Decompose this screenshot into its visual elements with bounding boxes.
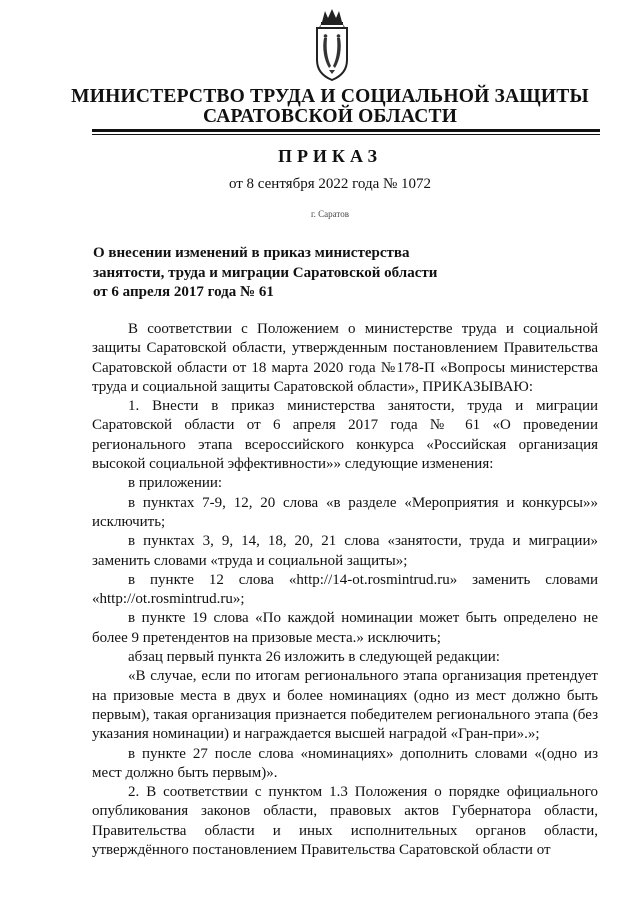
document-subject	[93, 244, 493, 303]
document-type: ПРИКАЗ	[277, 146, 383, 166]
subject-line: занятости, труда и миграции Саратовской области	[93, 264, 438, 281]
body-paragraph: в пунктах 3, 9, 14, 18, 20, 21 слова «занятости, труда и миграции» заменить словами «труда и социальной защиты»;	[92, 533, 598, 569]
coat-of-arms-icon	[309, 8, 355, 84]
body-paragraph: в пункте 19 слова «По каждой номинации может быть определено не более 9 претендентов на призовые места.» исключить;	[92, 610, 598, 646]
body-paragraph: В соответствии с Положением о министерстве труда и социальной защиты Саратовской области, утвержденным постановлением Правительства Саратовской области от 18 марта 2020 года №178-П «Вопросы министерства труда и социальной защиты Саратовской области», ПРИКАЗЫВАЮ:	[92, 321, 598, 395]
header-divider-thick	[92, 129, 600, 132]
document-body	[92, 320, 598, 860]
document-city: г. Саратов	[311, 209, 349, 219]
body-paragraph: «В случае, если по итогам регионального этапа организация претендует на призовые места в двух и более номинациях (одно из мест должно быть первым), такая организация признается победителем регионального этапа (без указания номинации) и награждается высшей наградой «Гран-при».»;	[92, 668, 598, 743]
body-paragraph: абзац первый пункта 26 изложить в следующей редакции:	[128, 649, 500, 666]
body-paragraph: в пункте 27 после слова «номинациях» дополнить словами «(одно из мест должно быть первым)».	[92, 745, 598, 781]
subject-line: от 6 апреля 2017 года № 61	[93, 284, 274, 300]
document-date: от 8 сентября 2022 года № 1072	[228, 176, 432, 192]
subject-line: О внесении изменений в приказ министерства	[93, 245, 410, 261]
body-paragraph: в пункте 12 слова «http://14-ot.rosmintrud.ru» заменить словами «http://ot.rosmintrud.ru»;	[92, 571, 598, 608]
body-paragraph: в пунктах 7-9, 12, 20 слова «в разделе «Мероприятия и конкурсы»» исключить;	[92, 494, 598, 530]
body-paragraph: в приложении:	[128, 475, 223, 492]
body-paragraph: 1. Внести в приказ министерства занятости, труда и миграции Саратовской области от 6 апреля 2017 года № 61 «О проведении регионального этапа всероссийского конкурса «Российская организация высокой социальной эффективности»» следующие изменения:	[92, 398, 598, 473]
body-paragraph: 2. В соответствии с пунктом 1.3 Положения о порядке официального опубликования законов области, правовых актов Губернатора области, Правительства области и иных исполнительных органов области, утверждённого постановлением Правительства Саратовской области от	[92, 784, 598, 859]
header-divider-thin	[92, 134, 600, 135]
ministry-name-line1: МИНИСТЕРСТВО ТРУДА И СОЦИАЛЬНОЙ ЗАЩИТЫ	[71, 86, 589, 107]
ministry-name-line2: САРАТОВСКОЙ ОБЛАСТИ	[202, 106, 458, 127]
